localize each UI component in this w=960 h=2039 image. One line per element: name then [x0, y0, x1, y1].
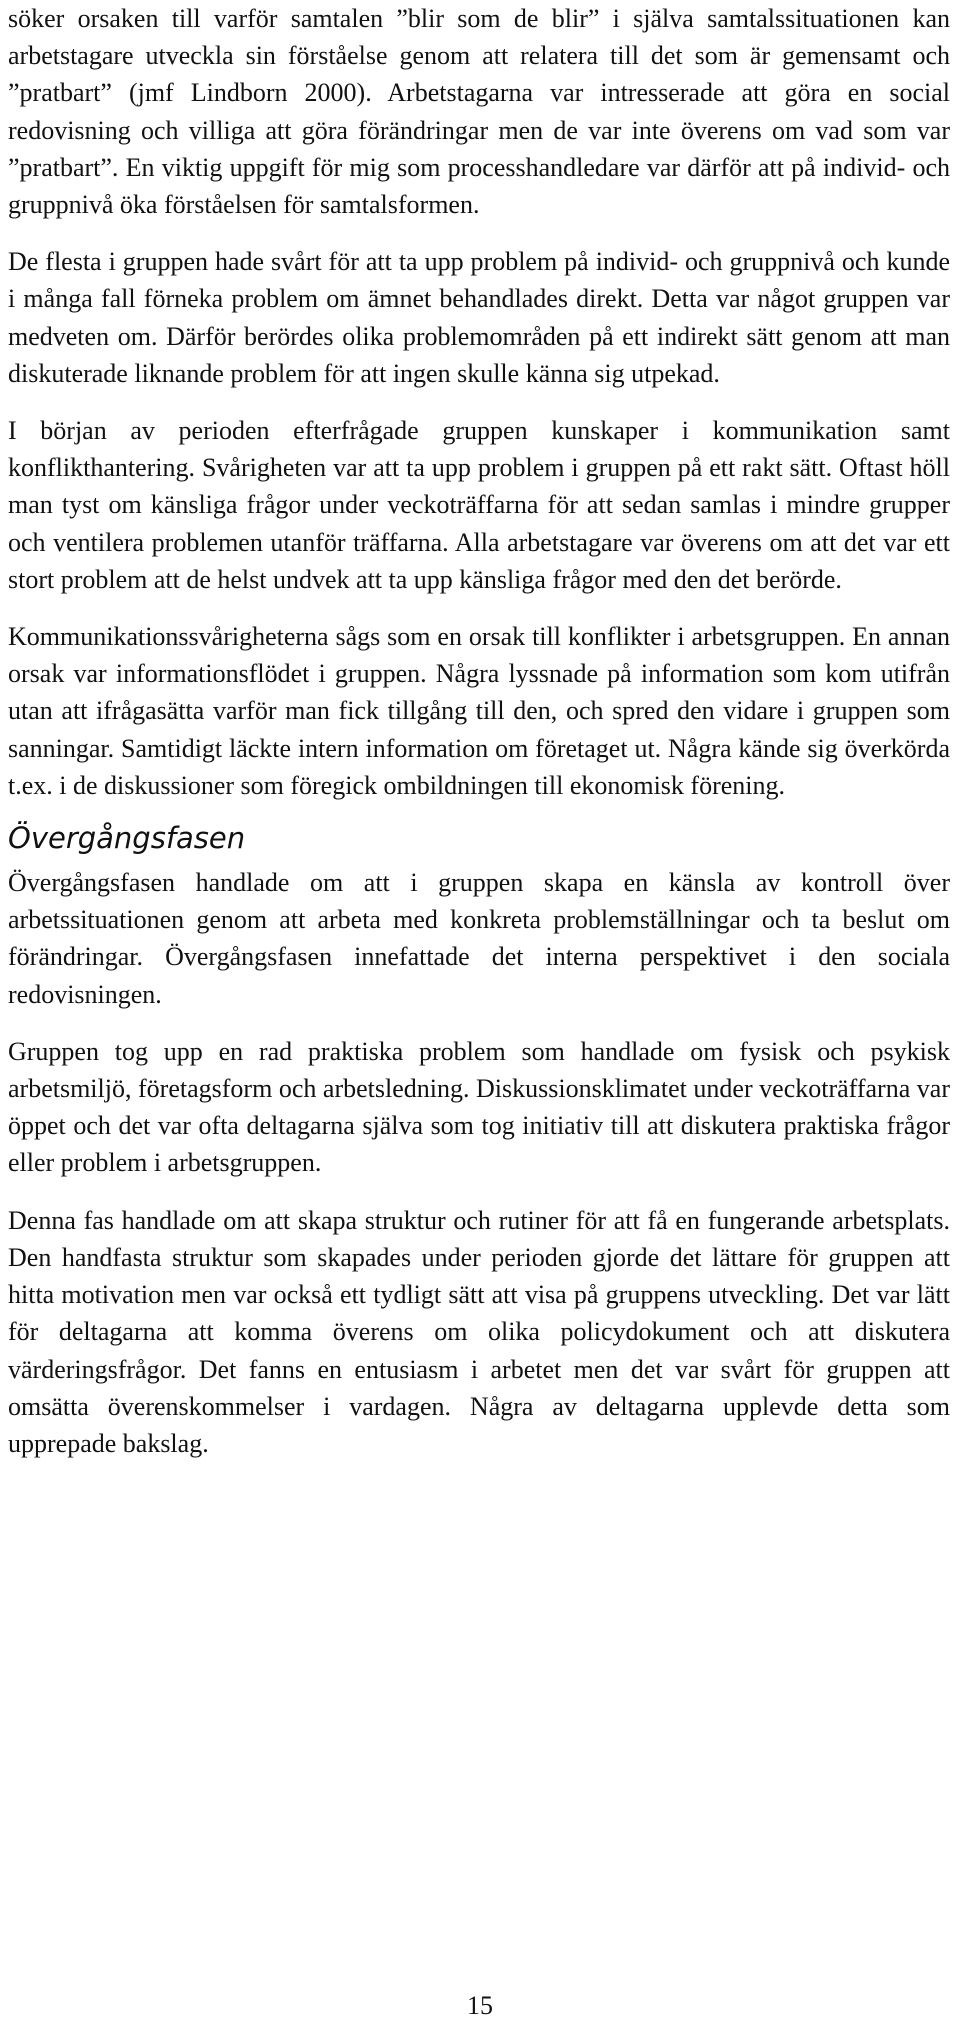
paragraph-2: De flesta i gruppen hade svårt för att ta upp problem på individ- och gruppnivå och kunde i många fall förneka problem om ämnet behandlades direkt. Detta var något gruppen var medveten om. Därför berördes olika problemområden på ett indirekt sätt genom att man diskuterade liknande problem för att ingen skulle känna sig utpekad.: [8, 247, 950, 388]
paragraph-1: söker orsaken till varför samtalen ”blir som de blir” i själva samtalssituationen kan arbetstagare utveckla sin förståelse genom att relatera till det som är gemensamt och ”pratbart” (jmf Lindborn 2000). Arbetstagarna var intresserade att göra en social redovisning och villiga att göra förändringar men de var inte överens om vad som var ”pratbart”. En viktig uppgift för mig som processhandledare var därför att på individ- och gruppnivå öka förståelsen för samtalsformen.: [8, 4, 950, 220]
paragraph-7: Denna fas handlade om att skapa struktur och rutiner för att få en fungerande arbetsplats. Den handfasta struktur som skapades under perioden gjorde det lättare för gruppen att hitta motivation men var också ett tydligt sätt att visa på gruppens utveckling. Det var lätt för deltagarna att komma överens om olika policydokument och att diskutera värderingsfrågor. Det fanns en entusiasm i arbetet men det var svårt för gruppen att omsätta överenskommelser i vardagen. Några av deltagarna upplevde detta som upprepade bakslag.: [8, 1205, 950, 1458]
section-heading: Övergångsfasen: [8, 821, 246, 856]
paragraph-5: Övergångsfasen handlade om att i gruppen skapa en känsla av kontroll över arbetssituationen genom att arbeta med konkreta problemställningar och ta beslut om förändringar. Övergångsfasen innefattade det interna perspektivet i den sociala redovisningen.: [8, 868, 950, 1009]
paragraph-3: I början av perioden efterfrågade gruppen kunskaper i kommunikation samt konflikthantering. Svårigheten var att ta upp problem i gruppen på ett rakt sätt. Oftast höll man tyst om känsliga frågor under veckoträffarna för att sedan samlas i mindre grupper och ventilera problemen utanför träffarna. Alla arbetstagare var överens om att det var ett stort problem att de helst undvek att ta upp känsliga frågor med den det berörde.: [8, 416, 950, 594]
paragraph-4: Kommunikationssvårigheterna sågs som en orsak till konflikter i arbetsgruppen. En annan orsak var informationsflödet i gruppen. Några lyssnade på information som kom utifrån utan att ifrågasätta varför man fick tillgång till den, och spred den vidare i gruppen som sanningar. Samtidigt läckte intern information om företaget ut. Några kände sig överkörda t.ex. i de diskussioner som föregick ombildningen till ekonomisk förening.: [8, 622, 950, 800]
page-number: 15: [467, 1991, 493, 2020]
paragraph-6: Gruppen tog upp en rad praktiska problem som handlade om fysisk och psykisk arbetsmiljö, företagsform och arbetsledning. Diskussionsklimatet under veckoträffarna var öppet och det var ofta deltagarna själva som tog initiativ till att diskutera praktiska frågor eller problem i arbetsgruppen.: [8, 1036, 950, 1178]
body-text: [8, 0, 950, 1482]
